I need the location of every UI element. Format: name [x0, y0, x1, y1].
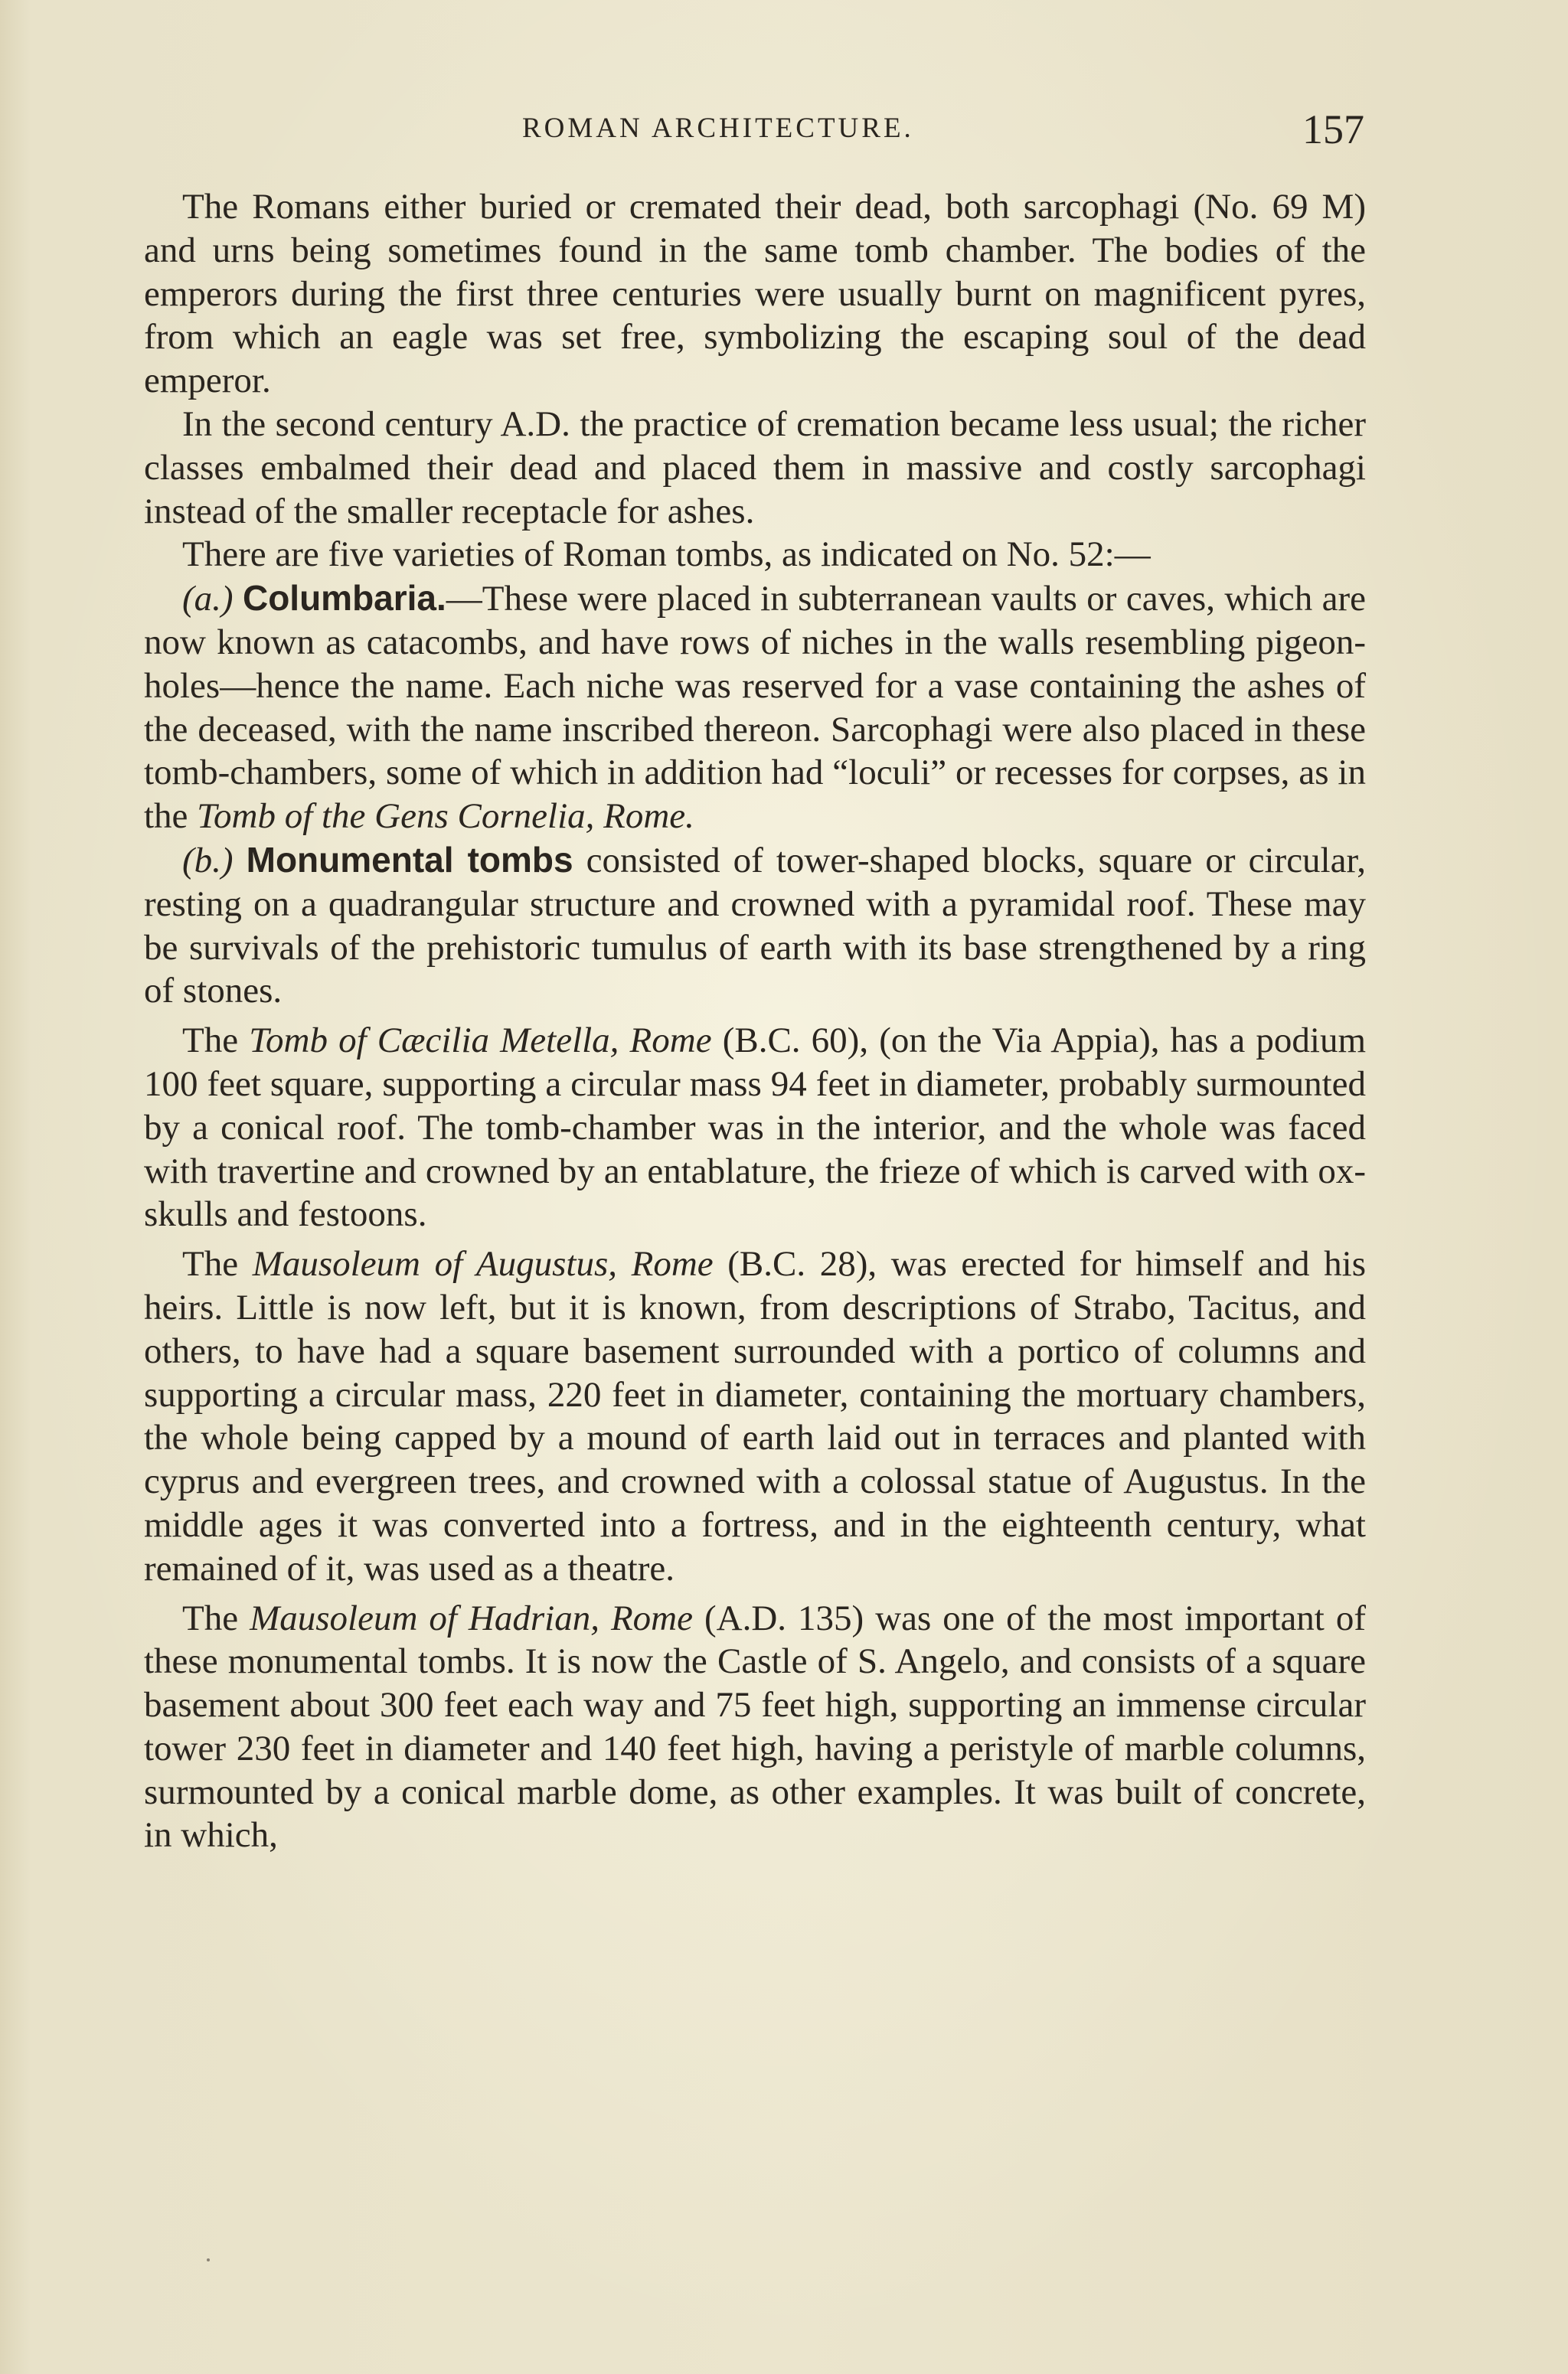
paragraph-caecilia-metella	[144, 1019, 1366, 1236]
section-heading: Columbaria.	[242, 578, 446, 619]
paragraph-text: There are five varieties of Roman tombs, as indicated on No. 52:—	[182, 534, 1151, 575]
paragraph-lead: The	[182, 1244, 239, 1285]
item-letter: (b.)	[182, 840, 234, 880]
paragraph-text: The Romans either buried or cremated their dead, both sarcophagi (No. 69 M) and urns being sometimes found in the same tomb chamber. The bodies of the emperors during the first three centuries were usually burnt on magnificent pyres, from which an eagle was set free, symbolizing the escaping soul of the dead emperor.	[144, 187, 1366, 401]
paragraph-cremation	[144, 403, 1366, 533]
page-number: 157	[1302, 106, 1364, 152]
italic-reference: Tomb of the Gens Cornelia, Rome.	[197, 796, 694, 837]
item-letter: (a.)	[182, 579, 234, 619]
paragraph-tomb-varieties	[144, 533, 1366, 576]
paragraph-text: was erected for himself and his heirs. Little is now left, but it is known, from descriptions of Strabo, Tacitus, and others, to have had a square basement surrounded with a portico of columns and supporting a circular mass, 220 feet in diameter, containing the mortuary chambers, the whole being capped by a mound of earth laid out in terraces and planted with cyprus and evergreen trees, and crowned with a colossal statue of Augustus. In the middle ages it was converted into a fortress, and in the eighteenth century, what remained of it, was used as a theatre.	[144, 1244, 1366, 1589]
running-head	[139, 106, 1364, 167]
body-text	[144, 185, 1366, 1857]
paragraph-text: In the second century A.D. the practice of cremation became less usual; the richer classes embalmed their dead and placed them in massive and costly sarcophagi instead of the smaller receptacle for ashes.	[144, 403, 1366, 531]
paragraph-mausoleum-hadrian	[144, 1597, 1366, 1858]
date-reference: (B.C. 28),	[727, 1244, 877, 1285]
paragraph-text: (on the Via Appia), has a podium 100 feet square, supporting a circular mass 94 feet in diameter, probably surmounted by a conical roof. The tomb-chamber was in the interior, and the whole was faced with travertine and crowned by an entablature, the frieze of which is carved with ox-skulls and festoons.	[144, 1020, 1367, 1235]
date-reference: (B.C. 60),	[722, 1020, 869, 1061]
paragraph-lead: The	[182, 1020, 239, 1061]
paper-speck	[207, 2258, 210, 2261]
paragraph-text: —These were placed in subterranean vaults or caves, which are now known as catacombs, and have rows of niches in the walls resembling pigeon-holes—hence the name. Each niche was reserved for a vase containing the ashes of the deceased, with the name inscribed thereon. Sarcophagi were also placed in these tomb-chambers, some of which in addition had “loculi” or recesses for corpses, as in the	[144, 579, 1367, 837]
italic-monument-name: Mausoleum of Augustus, Rome	[252, 1244, 714, 1285]
date-reference: (A.D. 135)	[704, 1598, 864, 1638]
paragraph-text: was one of the most important of these monumental tombs. It is now the Castle of S. Angelo, and consists of a square basement about 300 feet each way and 75 feet high, supporting an immense circular tower 230 feet in diameter and 140 feet high, having a peristyle of marble columns, surmounted by a conical marble dome, as other examples. It was built of concrete, in which,	[144, 1598, 1367, 1856]
italic-monument-name: Mausoleum of Hadrian, Rome	[250, 1598, 693, 1638]
paragraph-mausoleum-augustus	[144, 1243, 1366, 1590]
running-head-title: ROMAN ARCHITECTURE.	[522, 113, 914, 144]
paragraph-lead: The	[182, 1598, 239, 1638]
paragraph-burial-customs	[144, 185, 1366, 403]
paragraph-text: consisted of tower-shaped blocks, square or circular, resting on a quadrangular structure and crowned with a pyramidal roof. These may be survivals of the prehistoric tumulus of earth with its base strengthened by a ring of stones.	[144, 840, 1366, 1011]
italic-monument-name: Tomb of Cæcilia Metella, Rome	[249, 1020, 712, 1061]
paragraph-columbaria	[144, 576, 1366, 838]
section-heading: Monumental tombs	[246, 839, 573, 880]
paragraph-monumental-tombs	[144, 838, 1366, 1013]
